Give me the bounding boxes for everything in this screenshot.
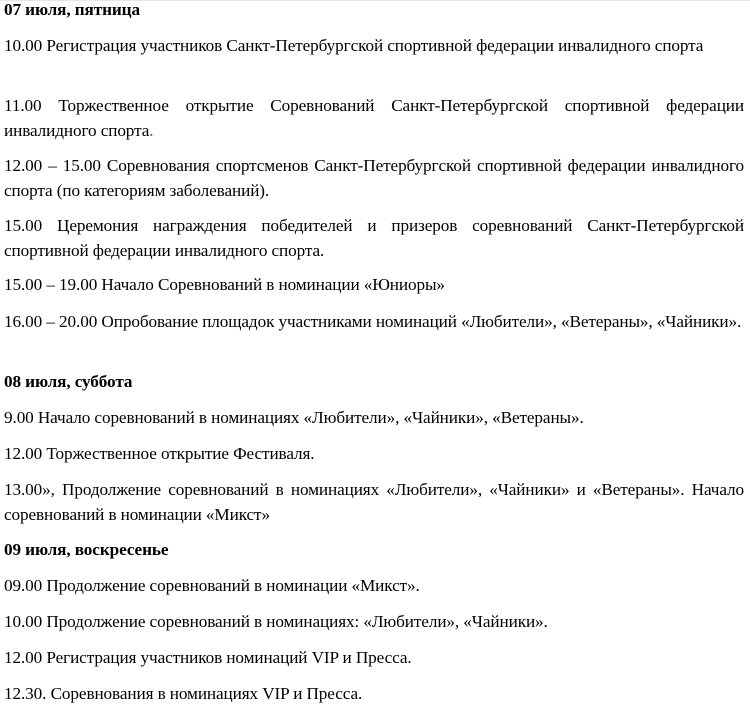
item-text: 11.00 Торжественное открытие Соревнований Санкт-Петербургской спортивной федерации инвалидного спорта	[4, 96, 744, 140]
schedule-item	[4, 645, 744, 670]
item-text: 10.00 Продолжение соревнований в номинациях: «Любители», «Чайники».	[4, 612, 548, 631]
schedule-item	[4, 93, 744, 143]
schedule-item	[4, 477, 744, 527]
schedule-item	[4, 609, 744, 634]
day-heading-1: 07 июля, пятница	[4, 0, 140, 19]
item-text: 10.00 Регистрация участников Санкт-Петербургской спортивной федерации инвалидного спорта	[4, 36, 704, 55]
red-period: .	[149, 121, 154, 140]
day-heading-3: 09 июля, воскресенье	[4, 540, 169, 559]
item-text: 12.30. Соревнования в номинациях VIP и Пресса.	[4, 684, 363, 703]
item-text: 15.00 Церемония награждения победителей и призеров соревнований Санкт-Петербургской спортивной федерации инвалидного спорта.	[4, 216, 744, 260]
schedule-item	[4, 573, 744, 598]
schedule-item	[4, 405, 744, 430]
schedule-item	[4, 213, 744, 263]
schedule-item	[4, 153, 744, 203]
schedule-item	[4, 441, 744, 466]
schedule-item	[4, 309, 744, 334]
schedule-item	[4, 272, 744, 297]
item-text: 12.00 Торжественное открытие Фестиваля.	[4, 444, 315, 463]
day-heading-2: 08 июля, суббота	[4, 372, 133, 391]
item-text: 12.00 – 15.00 Соревнования спортсменов Санкт-Петербургской спортивной федерации инвалидного спорта (по категориям заболеваний).	[4, 156, 744, 200]
schedule-item	[4, 33, 744, 58]
item-text: 16.00 – 20.00 Опробование площадок участниками номинаций «Любители», «Ветераны», «Чайники».	[4, 312, 742, 331]
item-text: 12.00 Регистрация участников номинаций VIP и Пресса.	[4, 648, 412, 667]
item-text: 15.00 – 19.00 Начало Соревнований в номинации «Юниоры»	[4, 275, 445, 294]
item-text: 09.00 Продолжение соревнований в номинации «Микст».	[4, 576, 420, 595]
schedule-item	[4, 681, 744, 706]
item-text: 13.00», Продолжение соревнований в номинациях «Любители», «Чайники» и «Ветераны». Начало соревнований в номинации «Микст»	[4, 480, 744, 524]
item-text: 9.00 Начало соревнований в номинациях «Любители», «Чайники», «Ветераны».	[4, 408, 584, 427]
